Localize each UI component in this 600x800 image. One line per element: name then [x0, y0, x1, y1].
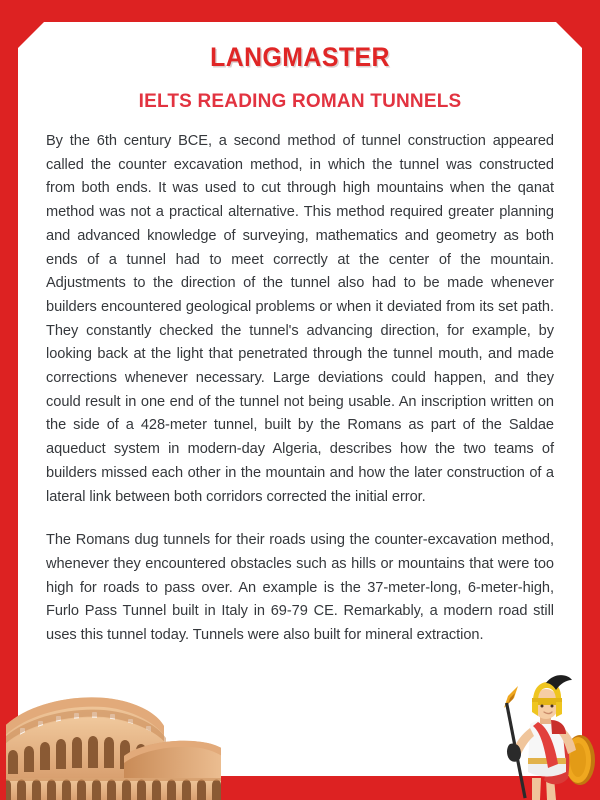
brand-logo-text: LANGMASTER [210, 42, 390, 72]
paragraph: By the 6th century BCE, a second method of tunnel construction appeared called the counter excavation method, in which the tunnel was constructed from both ends. It was used to cut through high mountains when the qanat method was not a practical alternative. This method required greater planning and advanced knowledge of surveying, mathematics and geometry as both ends of a tunnel had to meet correctly at the center of the mountain. Adjustments to the direction of the tunnel also had to be made whenever builders encountered geological problems or when it deviated from its set path. They constantly checked the tunnel's advancing direction, for example, by looking back at the light that penetrated through the tunnel mouth, and made corrections whenever necessary. Large deviations could happen, and they could result in one end of the tunnel not being usable. An inscription written on the side of a 428-meter tunnel, built by the Romans as part of the Saldae aqueduct system in modern-day Algeria, describes how the two teams of builders missed each other in the mountain and how the later construction of a lateral link between both corridors corrected the initial error. [46, 133, 554, 505]
article-body [46, 130, 554, 648]
bottom-red-band [0, 776, 600, 800]
page-title: IELTS READING ROMAN TUNNELS [138, 91, 462, 112]
paragraph: The Romans dug tunnels for their roads using the counter-excavation method, whenever they encountered obstacles such as hills or mountains that were too high for roads to pass over. An example is the 37-meter-long, 6-meter-high, Furlo Pass Tunnel built in Italy in 69-79 CE. Remarkably, a modern road still uses this tunnel today. Tunnels were also built for mineral extraction. [46, 532, 554, 644]
